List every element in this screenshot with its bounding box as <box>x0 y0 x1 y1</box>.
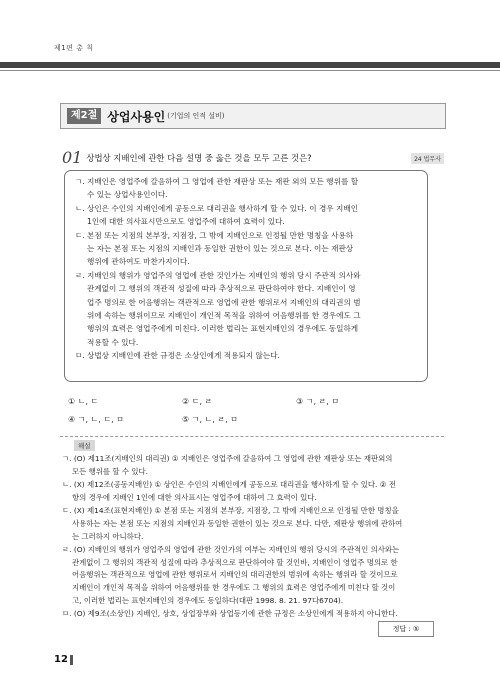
question-text: 상법상 지배인에 관한 다음 설명 중 옳은 것을 모두 고른 것은? <box>86 153 312 163</box>
explanation-line: 지배인이 개인적 목적을 위하여 어음행위를 한 경우에도 그 행위의 효력은 영업주에게 미친다 할 것이 <box>72 582 396 592</box>
choice-2[interactable]: ② ㄷ, ㄹ <box>182 396 213 406</box>
statement-item <box>75 269 419 349</box>
explanation-line: 사용하는 자는 본점 또는 지점의 지배인과 동일한 권한이 있는 것으로 본다. 다만, 재판상 행위에 관하여 <box>72 518 403 528</box>
statement-marker: ㄴ. <box>75 203 85 213</box>
section-subtitle: (기업의 인적 설비) <box>167 112 225 120</box>
section-heading <box>60 103 446 129</box>
explanation-line: 관계없이 그 행위의 객관적 성질에 따라 추상적으로 판단하여야 할 것인바, 지배인이 영업주 명의로 한 <box>72 557 398 567</box>
explanation-item <box>62 479 446 504</box>
statement-line: 행위에 관하여도 마찬가지이다. <box>87 257 190 267</box>
choice-row <box>68 410 428 428</box>
running-head: 제1편 총 칙 <box>54 44 94 52</box>
statement-box <box>64 170 428 382</box>
header-rule-thin <box>0 70 500 71</box>
explanation-line: ㅁ. (O) 제9조(소상인) 지배인, 상호, 상업장부와 상업등기에 관한 규정은 소상인에게 적용하지 아니한다. <box>62 609 398 619</box>
statement-line: 상인은 수인의 지배인에게 공동으로 대리권을 행사하게 할 수 있다. 이 경우 지배인 <box>87 203 359 213</box>
explanation-line: 어음행위는 객관적으로 영업에 관한 행위로서 지배인의 대리권한의 범위에 속하는 행위라 할 것이므로 <box>72 570 398 580</box>
choice-4[interactable]: ④ ㄱ, ㄴ, ㄷ, ㅁ <box>68 414 124 424</box>
statement-marker: ㄱ. <box>75 177 85 186</box>
header-rule <box>0 62 500 68</box>
statement-line: 지배인은 영업주에 갈음하여 그 영업에 관한 재판상 또는 재판 외의 모든 행위를 할 <box>87 177 359 186</box>
statement-marker: ㅁ. <box>75 351 85 361</box>
explanation-item <box>62 544 446 607</box>
explanation-line: 항의 경우에 지배인 1인에 대한 의사표시는 영업주에 대하여 그 효력이 있다. <box>72 492 317 502</box>
explanation-line: ㄴ. (X) 제12조(공동지배인) ① 상인은 수인의 지배인에게 공동으로 대리권을 행사하게 할 수 있다. ② 전 <box>62 480 396 490</box>
statement-marker: ㄹ. <box>75 270 85 280</box>
explanation-line: ㄹ. (O) 지배인의 행위가 영업주의 영업에 관한 것인가의 여부는 지배인의 행위 당시의 주관적인 의사와는 <box>62 545 400 555</box>
explanation-item <box>62 608 446 621</box>
statement-line: 수 있는 상업사용인이다. <box>87 190 168 200</box>
answer-box: 정답 : ⑤ <box>378 621 434 637</box>
statement-marker: ㄷ. <box>75 230 85 240</box>
section-tag: 제2절 <box>67 108 101 124</box>
dashed-divider <box>60 436 444 437</box>
explanation-item <box>62 505 446 543</box>
explanation-line: ㄷ. (X) 제14조(표현지배인) ① 본점 또는 지점의 본부장, 지점장, 그 밖에 지배인으로 인정될 만한 명칭을 <box>62 506 399 516</box>
explanation-line: 고, 이러한 법리는 표현지배인의 경우에도 동일하다(대판 1998. 8. 21. 97다6704). <box>72 595 344 605</box>
statement-line: 지배인의 행위가 영업주의 영업에 관한 것인가는 지배인의 행위 당시 주관적 의사와 <box>87 270 361 280</box>
statement-item <box>75 229 419 269</box>
explanation <box>62 453 446 622</box>
statement-line: 행위의 효력은 영업주에게 미친다. 이러한 법리는 표현지배인의 경우에도 동일하게 <box>87 324 359 334</box>
statement-line: 적용할 수 있다. <box>87 337 139 347</box>
statement-line: 는 자는 본점 또는 지점의 지배인과 동일한 권한이 있는 것으로 본다. 이는 재판상 <box>87 244 354 254</box>
section-title: 상업사용인 <box>107 109 166 124</box>
statement-line: 본점 또는 지점의 본부장, 지점장, 그 밖에 지배인으로 인정될 만한 명칭을 사용하 <box>87 230 354 240</box>
choice-1[interactable]: ① ㄴ, ㄷ <box>68 396 99 406</box>
question-number: 01 <box>62 148 83 167</box>
question-header <box>62 150 444 166</box>
statement-line: 1인에 대한 의사표시만으로도 영업주에 대하여 효력이 있다. <box>87 217 285 227</box>
statement-line: 상법상 지배인에 관한 규정은 소상인에게 적용되지 않는다. <box>87 351 280 361</box>
choice-row <box>68 392 428 410</box>
statement-line: 위에 속하는 행위이므로 지배인이 개인적 목적을 위하여 어음행위를 한 경우에도 그 <box>87 311 361 321</box>
exam-source-badge: 24 법무사 <box>411 153 444 164</box>
choice-3[interactable]: ③ ㄱ, ㄹ, ㅁ <box>296 396 340 406</box>
explanation-tag: 해설 <box>74 440 95 451</box>
page-number: 12 <box>54 654 68 665</box>
answer-choices <box>68 392 428 428</box>
statement-item <box>75 202 419 229</box>
statement-item <box>75 175 419 202</box>
statement-line: 관계없이 그 행위의 객관적 성질에 따라 추상적으로 판단하여야 한다. 지배인이 영 <box>87 284 356 294</box>
explanation-line: ㄱ. (O) 제11조(지배인의 대리권) ① 지배인은 영업주에 갈음하여 그 영업에 관한 재판상 또는 재판외의 <box>62 454 393 463</box>
page-number-bar <box>70 655 73 665</box>
statement-line: 업주 명의로 한 어음행위는 객관적으로 영업에 관한 행위로서 지배인의 대리권의 범 <box>87 297 361 307</box>
statement-item <box>75 349 419 362</box>
explanation-item <box>62 453 446 478</box>
choice-5[interactable]: ⑤ ㄱ, ㄴ, ㄹ, ㅁ <box>182 414 238 424</box>
explanation-line: 는 그러하지 아니하다. <box>72 531 144 541</box>
explanation-line: 모든 행위를 할 수 있다. <box>72 466 149 476</box>
